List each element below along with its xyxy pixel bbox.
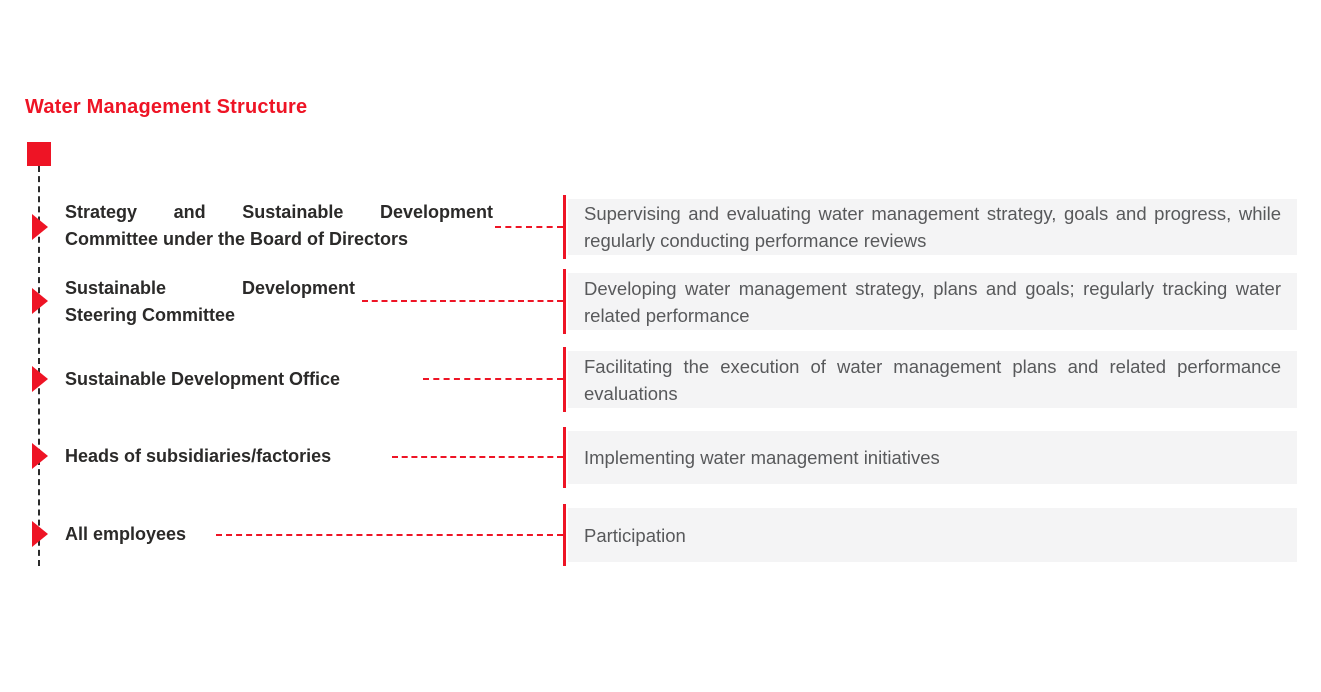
role-label: Sustainable Development Steering Committee bbox=[65, 278, 355, 325]
description-box bbox=[568, 351, 1297, 408]
arrow-right-icon bbox=[32, 443, 48, 469]
dashed-connector bbox=[423, 378, 563, 380]
dashed-connector bbox=[216, 534, 563, 536]
red-accent-bar bbox=[563, 347, 566, 412]
role-label: Heads of subsidiaries/factories bbox=[65, 446, 332, 466]
red-accent-bar bbox=[563, 427, 566, 488]
description-text: Implementing water management initiatives bbox=[584, 447, 940, 468]
page-title: Water Management Structure bbox=[25, 96, 308, 118]
description-text: Supervising and evaluating water management strategy, goals and progress, while regularly conducting performance reviews bbox=[584, 203, 1281, 251]
red-accent-bar bbox=[563, 269, 566, 334]
dashed-connector bbox=[495, 226, 563, 228]
role-label: Strategy and Sustainable Development Committee under the Board of Directors bbox=[65, 202, 493, 249]
red-accent-bar bbox=[563, 195, 566, 259]
dashed-connector bbox=[362, 300, 563, 302]
dashed-connector bbox=[392, 456, 563, 458]
description-box bbox=[568, 273, 1297, 330]
arrow-right-icon bbox=[32, 366, 48, 392]
arrow-right-icon bbox=[32, 288, 48, 314]
description-box bbox=[568, 431, 1297, 484]
role-label: All employees bbox=[65, 524, 187, 544]
description-text: Facilitating the execution of water management plans and related performance evaluations bbox=[584, 355, 1281, 404]
arrow-right-icon bbox=[32, 521, 48, 547]
description-text: Participation bbox=[584, 524, 686, 546]
red-square-marker bbox=[27, 142, 51, 166]
description-box bbox=[568, 508, 1297, 562]
arrow-right-icon bbox=[32, 214, 48, 240]
red-accent-bar bbox=[563, 504, 566, 566]
description-text: Developing water management strategy, plans and goals; regularly tracking water related performance bbox=[584, 277, 1281, 326]
description-box bbox=[568, 199, 1297, 255]
role-label: Sustainable Development Office bbox=[65, 369, 341, 389]
